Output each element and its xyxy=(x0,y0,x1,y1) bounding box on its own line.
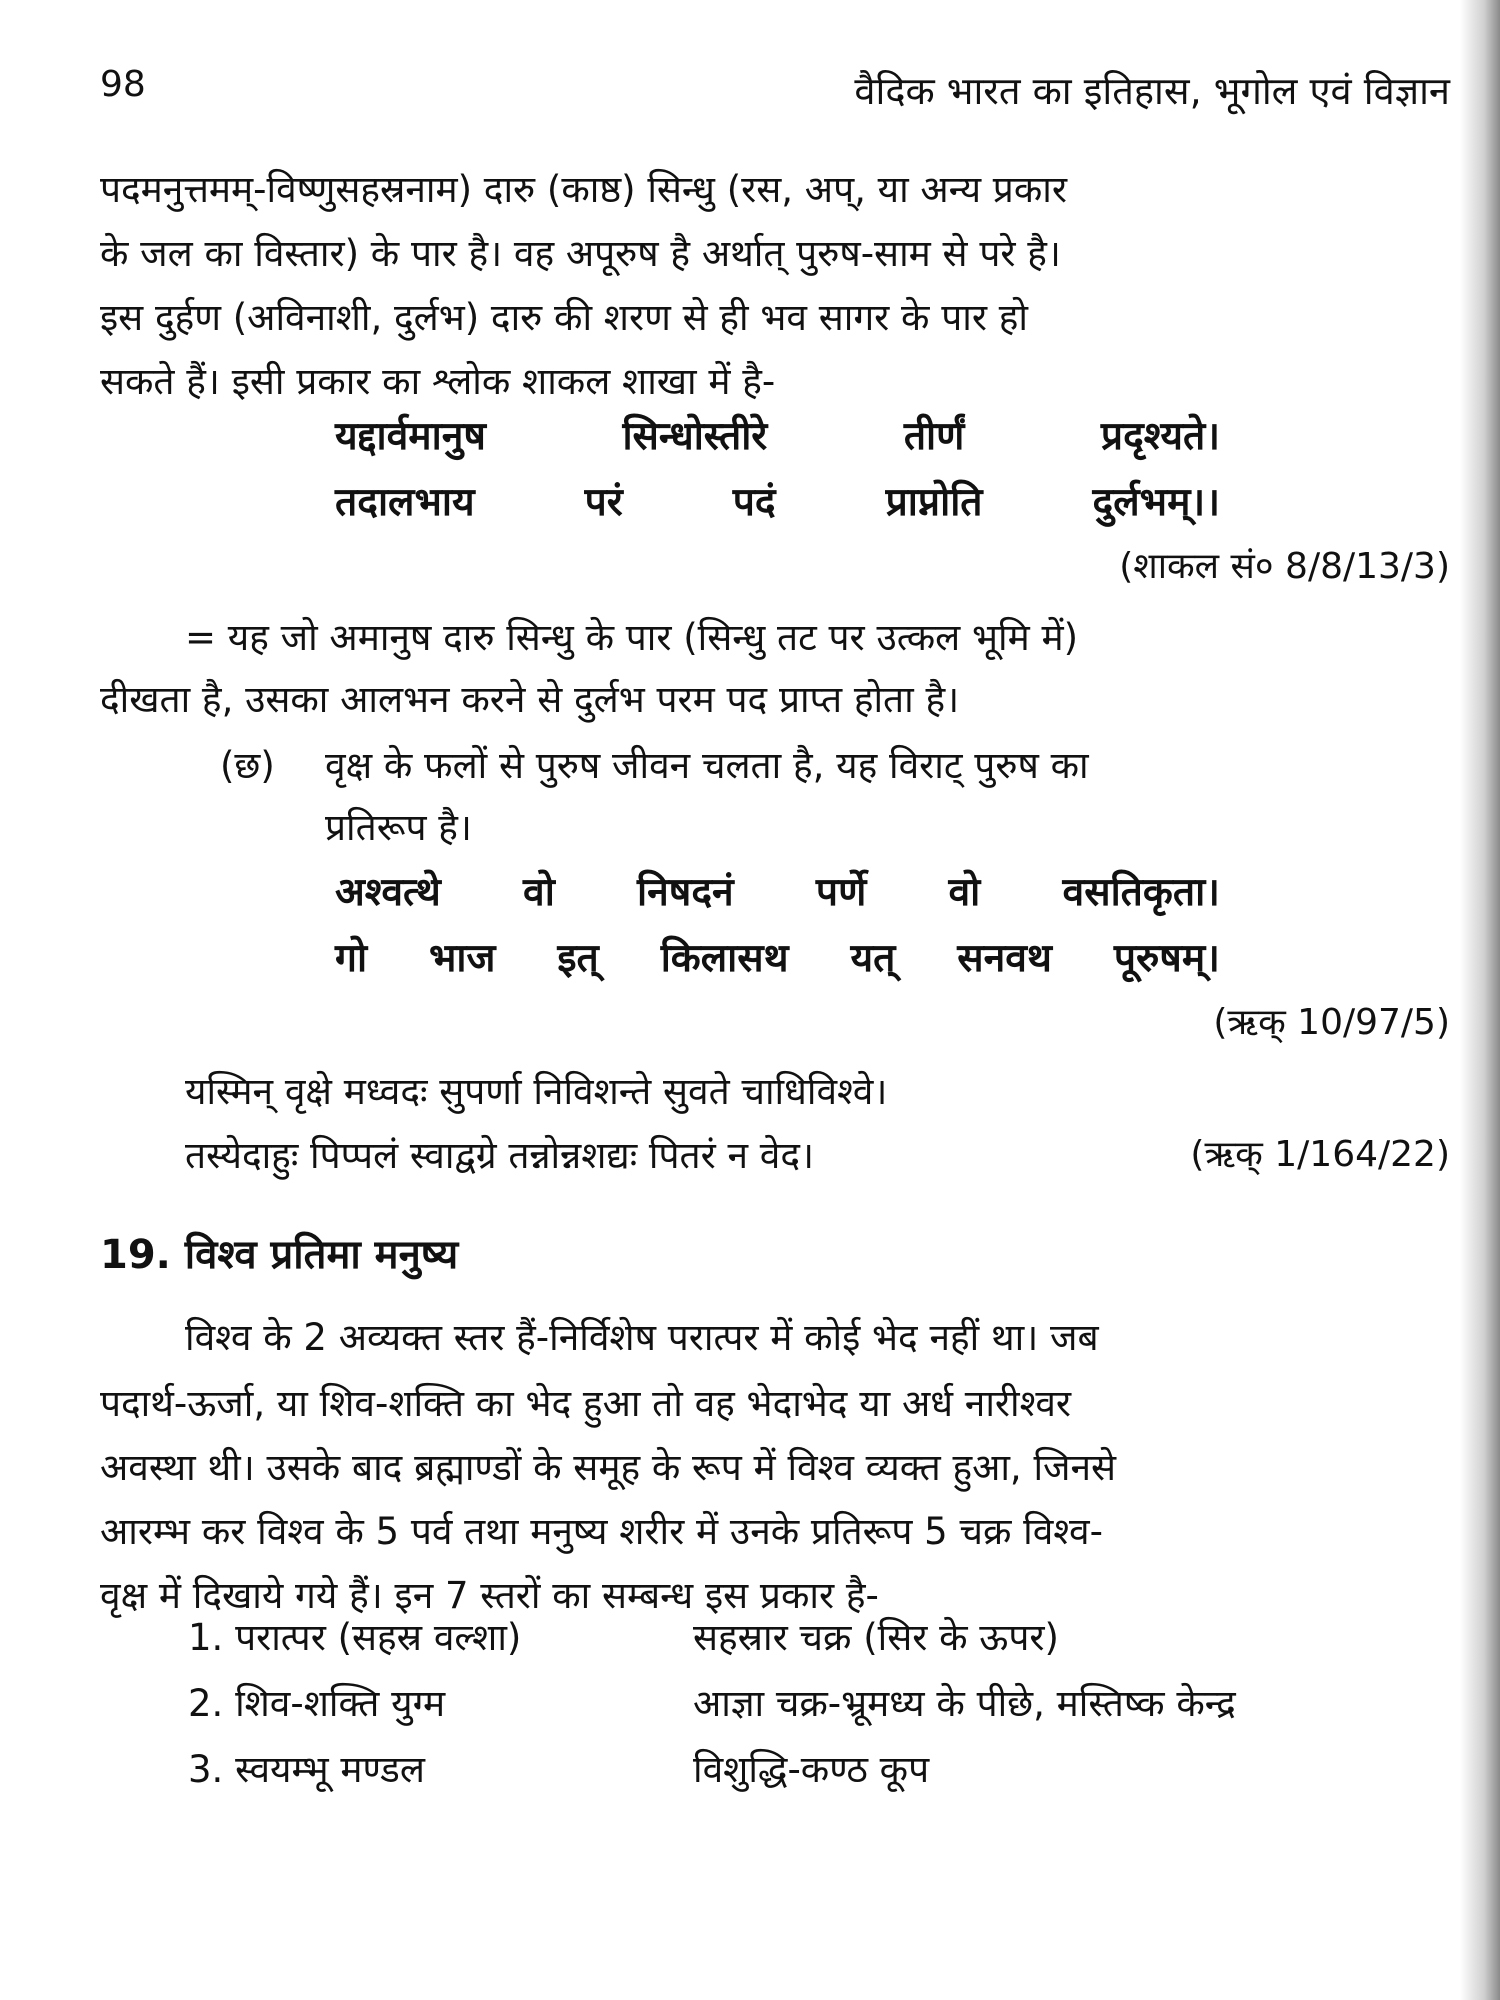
verse-word: तीर्णं xyxy=(903,414,965,459)
chakra-name: विशुद्धि-कण्ठ कूप xyxy=(693,1748,930,1791)
verse-line xyxy=(335,864,1220,917)
verse-line xyxy=(335,930,1220,983)
text-line: विश्व के 2 अव्यक्त स्तर हैं-निर्विशेष परात्पर में कोई भेद नहीं था। जब xyxy=(185,1316,1099,1359)
text-line: अवस्था थी। उसके बाद ब्रह्माण्डों के समूह के रूप में विश्व व्यक्त हुआ, जिनसे xyxy=(100,1446,1117,1489)
verse-word: किलासथ xyxy=(660,936,789,981)
verse-word: यद्दार्वमानुष xyxy=(335,414,486,459)
level-name: 3. स्वयम्भू मण्डल xyxy=(188,1748,425,1791)
text-line: आरम्भ कर विश्व के 5 पर्व तथा मनुष्य शरीर में उनके प्रतिरूप 5 चक्र विश्व- xyxy=(100,1510,1103,1553)
verse-word: सनवथ xyxy=(957,936,1052,981)
text-line: वृक्ष के फलों से पुरुष जीवन चलता है, यह विराट् पुरुष का xyxy=(325,744,1089,787)
verse-word: दुर्लभम्।। xyxy=(1092,480,1220,525)
verse-word: प्राप्नोति xyxy=(885,480,983,525)
paragraph-intro xyxy=(100,158,1450,414)
verse-word: तदालभाय xyxy=(335,480,475,525)
verse-word: इत् xyxy=(557,936,599,981)
citation: (ऋक् 1/164/22) xyxy=(1190,1134,1450,1175)
verse-word: गो xyxy=(335,936,368,981)
verse-word: प्रदृश्यते। xyxy=(1100,414,1220,459)
chakra-name: सहस्रार चक्र (सिर के ऊपर) xyxy=(693,1616,1059,1659)
text-line: पदमनुत्तमम्-विष्णुसहस्रनाम) दारु (काष्ठ) सिन्धु (रस, अप्, या अन्य प्रकार xyxy=(100,168,1067,211)
citation: (शाकल सं० 8/8/13/3) xyxy=(1119,546,1450,587)
text-line: के जल का विस्तार) के पार है। वह अपूरुष है अर्थात् पुरुष-साम से परे है। xyxy=(100,232,1061,275)
page-header xyxy=(100,64,1450,120)
list-marker: (छ) xyxy=(220,744,275,787)
verse-word: पूरुषम्। xyxy=(1113,936,1220,981)
text-line: = यह जो अमानुष दारु सिन्धु के पार (सिन्धु तट पर उत्कल भूमि में) xyxy=(185,616,1079,659)
verse-line xyxy=(335,474,1220,527)
verse-word: वो xyxy=(523,870,555,915)
text-line: यस्मिन् वृक्षे मध्वदः सुपर्णा निविशन्ते सुवते चाधिविश्वे। xyxy=(185,1070,888,1113)
running-title: वैदिक भारत का इतिहास, भूगोल एवं विज्ञान xyxy=(854,69,1450,113)
verse-word: निषदनं xyxy=(637,870,734,915)
text-line: पदार्थ-ऊर्जा, या शिव-शक्ति का भेद हुआ तो वह भेदाभेद या अर्ध नारीश्वर xyxy=(100,1382,1072,1425)
level-name: 1. परात्पर (सहस्र वल्शा) xyxy=(188,1616,522,1659)
verse-word: वो xyxy=(948,870,981,915)
verse-word: अश्वत्थे xyxy=(335,870,441,915)
text-line: प्रतिरूप है। xyxy=(325,806,472,849)
verse-word: वसतिकृता। xyxy=(1062,870,1220,915)
section-heading: 19. विश्व प्रतिमा मनुष्य xyxy=(100,1232,459,1278)
text-line: वृक्ष में दिखाये गये हैं। इन 7 स्तरों का सम्बन्ध इस प्रकार है- xyxy=(100,1574,879,1617)
verse-word: पर्णे xyxy=(815,870,867,915)
page-number: 98 xyxy=(100,64,146,105)
verse-word: पदं xyxy=(732,480,776,525)
verse-word: सिन्धोस्तीरे xyxy=(622,414,768,459)
chakra-name: आज्ञा चक्र-भ्रूमध्य के पीछे, मस्तिष्क केन्द्र xyxy=(693,1682,1236,1725)
paragraph-body xyxy=(100,1372,1450,1628)
verse-line xyxy=(335,408,1220,461)
verse-word: भाज xyxy=(428,936,496,981)
citation: (ऋक् 10/97/5) xyxy=(1213,1002,1450,1043)
text-line: सकते हैं। इसी प्रकार का श्लोक शाकल शाखा में है- xyxy=(100,360,776,403)
page-edge-shadow xyxy=(1460,0,1500,2000)
level-name: 2. शिव-शक्ति युग्म xyxy=(188,1682,446,1725)
text-line: दीखता है, उसका आलभन करने से दुर्लभ परम पद प्राप्त होता है। xyxy=(100,678,960,721)
verse-word: परं xyxy=(584,480,623,525)
text-line: इस दुर्हण (अविनाशी, दुर्लभ) दारु की शरण से ही भव सागर के पार हो xyxy=(100,296,1028,339)
verse-word: यत् xyxy=(850,936,896,981)
text-line: तस्येदाहुः पिप्पलं स्वाद्वग्रे तन्नोन्नशद्यः पितरं न वेद। xyxy=(185,1134,815,1177)
